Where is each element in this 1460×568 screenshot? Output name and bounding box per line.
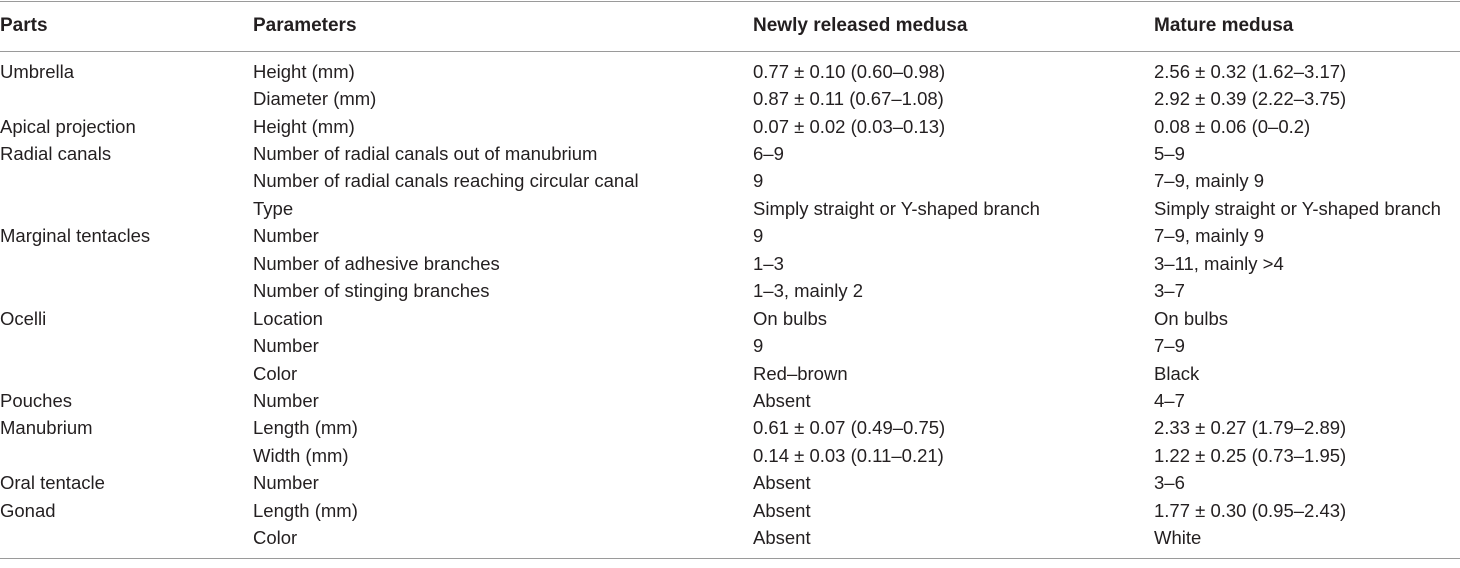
table-row bbox=[0, 442, 1460, 469]
cell-part bbox=[0, 360, 253, 387]
cell-parameter: Number of radial canals reaching circular canal bbox=[253, 170, 639, 192]
cell-mature: 7–9, mainly 9 bbox=[1154, 170, 1265, 192]
cell-mature: 2.33 ± 0.27 (1.79–2.89) bbox=[1154, 417, 1347, 439]
cell-newly-released: 0.77 ± 0.10 (0.60–0.98) bbox=[753, 60, 946, 82]
cell-parameter: Diameter (mm) bbox=[253, 88, 377, 110]
cell-part bbox=[0, 168, 253, 195]
cell-newly-released: 1–3, mainly 2 bbox=[753, 280, 864, 302]
cell-mature: 3–11, mainly >4 bbox=[1154, 252, 1284, 274]
cell-newly-released: Absent bbox=[753, 524, 1154, 558]
cell-newly-released: 9 bbox=[753, 170, 764, 192]
header-parts: Parts bbox=[0, 2, 253, 52]
cell-newly-released: 0.07 ± 0.02 (0.03–0.13) bbox=[753, 115, 946, 137]
cell-newly-released: Absent bbox=[753, 389, 811, 411]
cell-mature: 1.77 ± 0.30 (0.95–2.43) bbox=[1154, 499, 1347, 521]
cell-parameter: Number of adhesive branches bbox=[253, 252, 500, 274]
cell-parameter: Length (mm) bbox=[253, 499, 358, 521]
cell-parameter: Color bbox=[253, 524, 753, 558]
cell-newly-released: 9 bbox=[753, 225, 764, 247]
cell-parameter: Number of radial canals out of manubrium bbox=[253, 143, 598, 165]
cell-parameter: Length (mm) bbox=[253, 417, 358, 439]
cell-part bbox=[0, 332, 253, 359]
cell-part: Oral tentacle bbox=[0, 472, 105, 494]
cell-parameter: Height (mm) bbox=[253, 115, 355, 137]
cell-part bbox=[0, 85, 253, 112]
table-row bbox=[0, 524, 1460, 558]
cell-mature: 5–9 bbox=[1154, 143, 1185, 165]
cell-part bbox=[0, 524, 253, 558]
cell-mature: On bulbs bbox=[1154, 307, 1229, 329]
cell-parameter: Number bbox=[253, 389, 319, 411]
cell-newly-released: 0.61 ± 0.07 (0.49–0.75) bbox=[753, 417, 946, 439]
cell-mature: 2.56 ± 0.32 (1.62–3.17) bbox=[1154, 60, 1347, 82]
cell-mature: 4–7 bbox=[1154, 389, 1185, 411]
table-body bbox=[0, 52, 1460, 559]
table-row bbox=[0, 470, 1460, 497]
table-row bbox=[0, 168, 1460, 195]
cell-parameter: Color bbox=[253, 362, 298, 384]
table-row bbox=[0, 140, 1460, 167]
cell-part bbox=[0, 250, 253, 277]
table-row bbox=[0, 52, 1460, 86]
cell-part bbox=[0, 278, 253, 305]
cell-parameter: Width (mm) bbox=[253, 444, 349, 466]
table-row bbox=[0, 113, 1460, 140]
table-row bbox=[0, 332, 1460, 359]
table-row bbox=[0, 250, 1460, 277]
table-row bbox=[0, 360, 1460, 387]
table-row bbox=[0, 85, 1460, 112]
header-parameters: Parameters bbox=[253, 2, 753, 52]
cell-newly-released: Simply straight or Y-shaped branch bbox=[753, 197, 1040, 219]
cell-parameter: Location bbox=[253, 307, 323, 329]
cell-part bbox=[0, 442, 253, 469]
cell-newly-released: 1–3 bbox=[753, 252, 784, 274]
cell-part: Pouches bbox=[0, 389, 72, 411]
cell-parameter: Height (mm) bbox=[253, 60, 355, 82]
cell-newly-released: 9 bbox=[753, 335, 764, 357]
table-row bbox=[0, 415, 1460, 442]
table-row bbox=[0, 223, 1460, 250]
cell-parameter: Type bbox=[253, 197, 294, 219]
cell-newly-released: Red–brown bbox=[753, 362, 848, 384]
table-row bbox=[0, 387, 1460, 414]
header-row bbox=[0, 2, 1460, 52]
table-row bbox=[0, 497, 1460, 524]
cell-newly-released: Absent bbox=[753, 499, 811, 521]
cell-newly-released: 6–9 bbox=[753, 143, 784, 165]
cell-mature: 1.22 ± 0.25 (0.73–1.95) bbox=[1154, 444, 1347, 466]
cell-mature: 3–7 bbox=[1154, 280, 1185, 302]
cell-parameter: Number bbox=[253, 472, 319, 494]
cell-mature: 7–9 bbox=[1154, 335, 1185, 357]
cell-parameter: Number bbox=[253, 335, 319, 357]
cell-part: Apical projection bbox=[0, 115, 136, 137]
cell-mature: 0.08 ± 0.06 (0–0.2) bbox=[1154, 115, 1311, 137]
table-row bbox=[0, 195, 1460, 222]
cell-mature: 2.92 ± 0.39 (2.22–3.75) bbox=[1154, 88, 1347, 110]
cell-part: Manubrium bbox=[0, 417, 93, 439]
cell-part: Ocelli bbox=[0, 307, 47, 329]
table-header bbox=[0, 2, 1460, 52]
cell-mature: 7–9, mainly 9 bbox=[1154, 225, 1265, 247]
cell-newly-released: On bulbs bbox=[753, 307, 828, 329]
medusa-parameters-table bbox=[0, 1, 1460, 559]
cell-part bbox=[0, 195, 253, 222]
cell-mature: Black bbox=[1154, 362, 1200, 384]
cell-parameter: Number of stinging branches bbox=[253, 280, 490, 302]
cell-part: Umbrella bbox=[0, 60, 75, 82]
table-row bbox=[0, 305, 1460, 332]
cell-newly-released: Absent bbox=[753, 472, 811, 494]
header-mature-medusa: Mature medusa bbox=[1154, 2, 1460, 52]
cell-part: Radial canals bbox=[0, 143, 112, 165]
cell-mature: White bbox=[1154, 524, 1460, 558]
cell-newly-released: 0.14 ± 0.03 (0.11–0.21) bbox=[753, 444, 944, 466]
cell-newly-released: 0.87 ± 0.11 (0.67–1.08) bbox=[753, 88, 944, 110]
data-table-container bbox=[0, 1, 1460, 568]
cell-part: Marginal tentacles bbox=[0, 225, 151, 247]
header-newly-released-medusa: Newly released medusa bbox=[753, 2, 1154, 52]
cell-mature: 3–6 bbox=[1154, 472, 1185, 494]
cell-parameter: Number bbox=[253, 225, 319, 247]
cell-mature: Simply straight or Y-shaped branch bbox=[1154, 197, 1441, 219]
table-row bbox=[0, 278, 1460, 305]
cell-part: Gonad bbox=[0, 499, 56, 521]
